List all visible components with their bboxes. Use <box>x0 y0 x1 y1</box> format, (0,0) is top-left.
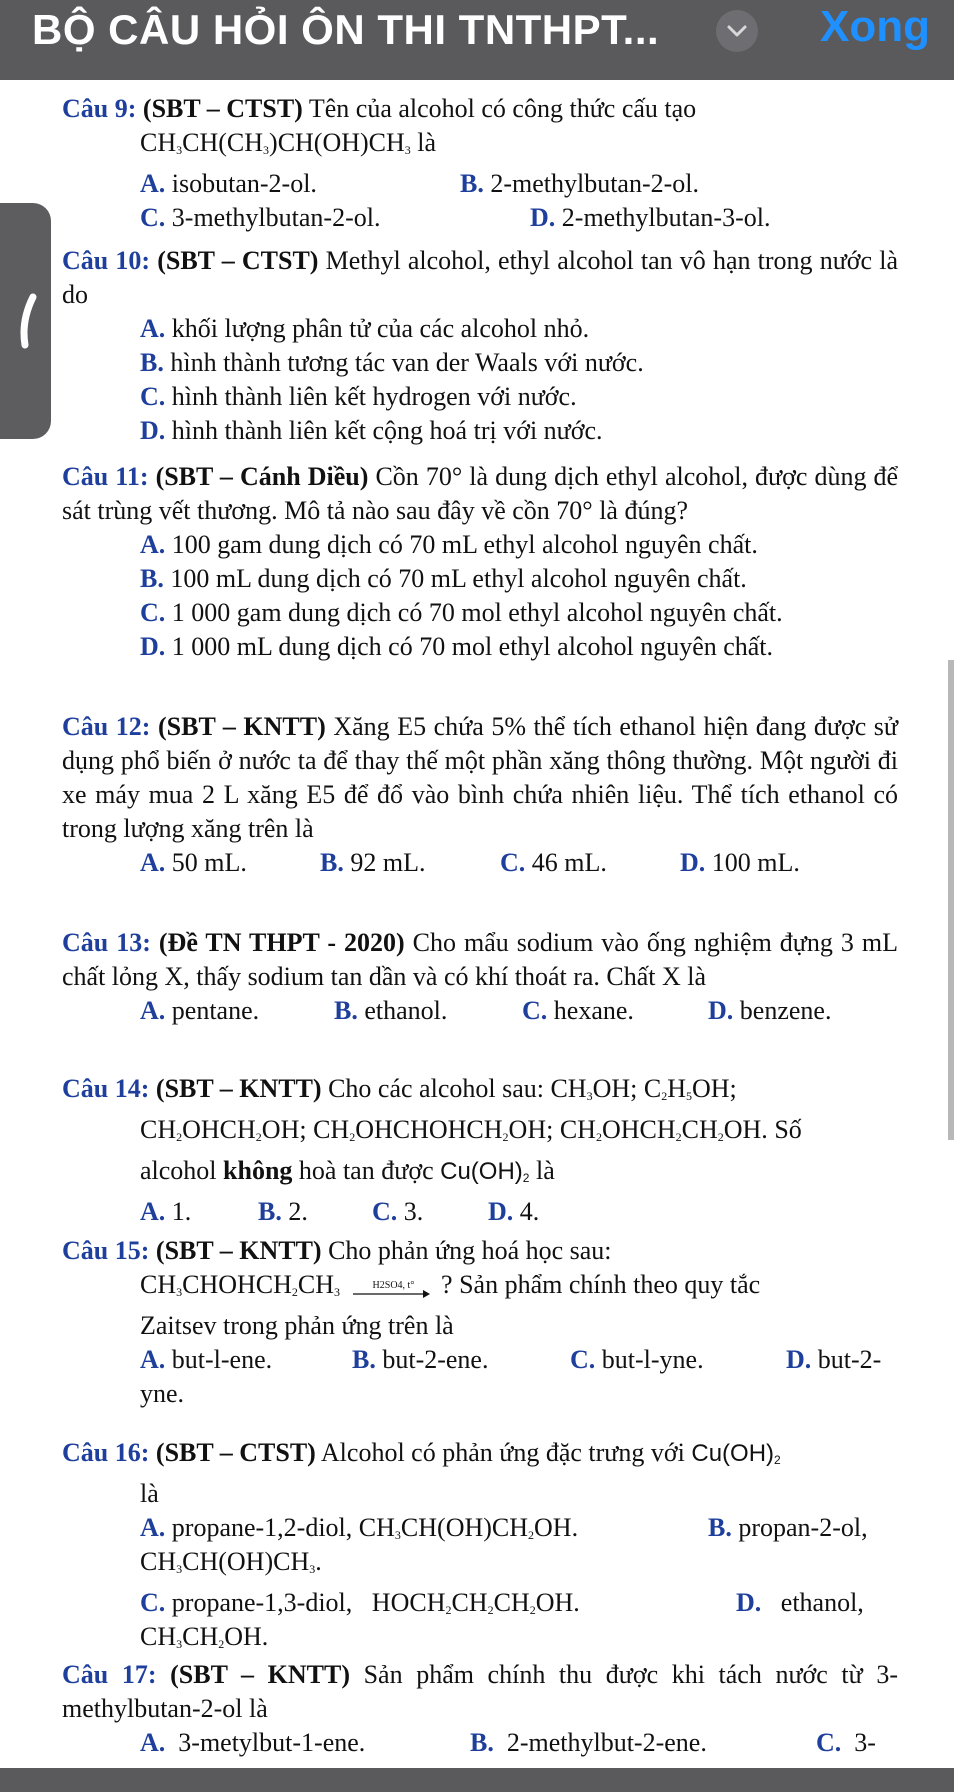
question-text: Tên của alcohol có công thức cấu tạo <box>308 94 697 123</box>
question-suffix: là <box>140 1479 159 1508</box>
option-d-continued: yne. <box>140 1379 185 1408</box>
option-d[interactable]: D. 1 000 mL dung dịch có 70 mol ethyl alcohol nguyên chất. <box>140 632 774 661</box>
option-b[interactable]: B. hình thành tương tác van der Waals với nước. <box>140 348 644 377</box>
question-16: Câu 16: (SBT – CTST) Alcohol có phản ứng đặc trưng với $Cu(OH)_2$ là A. propane-1,2-diol, $CH_3CH(OH)CH_2OH$. B. propan-2-ol, $CH_3CH(OH)CH_3$. C. propane-1,3-diol, $HOCH_2CH_2CH_2OH$. D. ethanol, $CH_3CH_2OH$. <box>62 1436 898 1661</box>
option-a[interactable]: A. khối lượng phân tử của các alcohol nhỏ. <box>140 314 590 343</box>
option-b[interactable]: B. ethanol. <box>334 996 448 1025</box>
done-button[interactable]: Xong <box>820 2 930 51</box>
question-source: (SBT – KNTT) <box>170 1660 350 1689</box>
scroll-indicator[interactable] <box>948 660 954 1140</box>
question-source: (SBT – Cánh Diều) <box>155 462 369 491</box>
option-c[interactable]: C. 46 mL. <box>500 848 607 877</box>
question-number: Câu 16: <box>62 1438 150 1467</box>
back-handle[interactable] <box>0 203 51 439</box>
formula-line <box>140 126 898 167</box>
document-page[interactable] <box>0 80 954 1768</box>
question-13 <box>62 926 898 1028</box>
option-a[interactable]: A. pentane. <box>140 996 260 1025</box>
formula: $CH_3CH(CH_3)CH(OH)CH_3$ <box>140 128 411 157</box>
question-14 <box>62 1072 898 1229</box>
question-source: (SBT – KNTT) <box>155 1236 322 1265</box>
question-15 <box>62 1234 898 1411</box>
option-a[interactable]: A. isobutan-2-ol. <box>140 169 317 198</box>
question-text: Cho phản ứng hoá học sau: <box>328 1236 612 1265</box>
chevron-left-icon <box>15 293 37 349</box>
reaction-arrow: H2SO4, t° <box>351 1277 431 1297</box>
option-b[interactable]: B. propan-2-ol, <box>708 1513 868 1542</box>
option-b[interactable]: B. 92 mL. <box>320 848 426 877</box>
option-c[interactable]: C. hexane. <box>522 996 634 1025</box>
question-text: Sản phẩm chính thu được khi tách nước từ 3-methylbutan-2-ol là <box>62 1660 899 1723</box>
option-b-formula: $CH_3CH(OH)CH_3$. <box>140 1547 322 1576</box>
question-text-2: Zaitsev trong phản ứng trên là <box>140 1311 454 1340</box>
document-title: BỘ CÂU HỎI ÔN THI TNTHPT... <box>32 6 660 53</box>
alcohol-list-2: $CH_2OHCH_2OH$; $CH_2OHCHOHCH_2OH$; $CH_2OHCH_2CH_2OH$. Số <box>140 1115 802 1144</box>
question-number: Câu 12: <box>62 712 151 741</box>
option-a[interactable]: A. 50 mL. <box>140 848 247 877</box>
top-bar <box>0 0 954 80</box>
question-text: Alcohol có phản ứng đặc trưng với <box>320 1438 685 1467</box>
question-text: Cho các alcohol sau: <box>328 1074 544 1103</box>
question-number: Câu 13: <box>62 928 151 957</box>
question-12 <box>62 710 898 880</box>
question-text: Xăng E5 chứa 5% thể tích ethanol hiện đang được sử dụng phổ biến ở nước ta để thay thế một phần xăng thông thường. Một người đi xe máy mua 2 L xăng E5 để đổ vào bình chứa nhiên liệu. Thể tích ethanol có trong lượng xăng trên là <box>62 712 898 843</box>
option-a[interactable]: A. propane-1,2-diol, $CH_3CH(OH)CH_2OH$. B. propan-2-ol, <box>140 1511 898 1545</box>
option-c[interactable]: C. but-l-yne. <box>570 1345 704 1374</box>
question-source: (Đề TN THPT - 2020) <box>158 928 405 957</box>
alcohol-list-1: $CH_3OH$; $C_2H_5OH$; <box>550 1074 737 1103</box>
option-c[interactable]: C. hình thành liên kết hydrogen với nước. <box>140 382 577 411</box>
option-d[interactable]: D. 4. <box>488 1197 540 1226</box>
question-number: Câu 11: <box>62 462 149 491</box>
option-a[interactable]: A. 1. <box>140 1197 192 1226</box>
option-d[interactable]: D. hình thành liên kết cộng hoá trị với nước. <box>140 416 603 445</box>
option-d[interactable]: D. but-2- <box>786 1345 882 1374</box>
question-10 <box>62 244 898 448</box>
question-number: Câu 14: <box>62 1074 150 1103</box>
option-b[interactable]: B. 2-methylbut-2-ene. <box>470 1728 707 1757</box>
question-source: (SBT – CTST) <box>157 246 319 275</box>
option-d-formula: $CH_3CH_2OH$. <box>140 1622 269 1651</box>
option-d[interactable]: D. ethanol, <box>736 1588 864 1617</box>
option-b[interactable]: B. but-2-ene. <box>352 1345 489 1374</box>
chevron-down-icon <box>726 24 748 38</box>
question-text: Cho mẩu sodium vào ống nghiệm đựng 3 mL chất lỏng X, thấy sodium tan dần và có khí thoát ra. Chất X là <box>62 928 898 991</box>
option-d[interactable]: D. 2-methylbutan-3-ol. <box>530 203 771 232</box>
question-number: Câu 10: <box>62 246 151 275</box>
question-17 <box>62 1658 898 1760</box>
option-d[interactable]: D. 100 mL. <box>680 848 800 877</box>
option-c[interactable]: C. 1 000 gam dung dịch có 70 mol ethyl alcohol nguyên chất. <box>140 598 783 627</box>
question-9 <box>62 92 898 235</box>
question-source: (SBT – KNTT) <box>155 1074 322 1103</box>
option-c[interactable]: C. 3. <box>372 1197 424 1226</box>
option-a[interactable]: A. but-l-ene. <box>140 1345 273 1374</box>
option-b[interactable]: B. 2-methylbutan-2-ol. <box>460 169 700 198</box>
option-c[interactable]: C. propane-1,3-diol, $HOCH_2CH_2CH_2OH$. D. ethanol, <box>140 1586 898 1620</box>
question-number: Câu 9: <box>62 94 137 123</box>
option-a[interactable]: A. 3-metylbut-1-ene. <box>140 1728 366 1757</box>
option-b[interactable]: B. 2. <box>258 1197 308 1226</box>
question-source: (SBT – CTST) <box>142 94 303 123</box>
question-number: Câu 17: <box>62 1660 157 1689</box>
chevron-down-button[interactable] <box>716 10 758 52</box>
question-11 <box>62 460 898 664</box>
option-c[interactable]: C. 3- <box>816 1728 876 1757</box>
option-a[interactable]: A. 100 gam dung dịch có 70 mL ethyl alcohol nguyên chất. <box>140 530 758 559</box>
question-text: Cồn 70° là dung dịch ethyl alcohol, được dùng để sát trùng vết thương. Mô tả nào sau đây về cồn 70° là đúng? <box>62 462 899 525</box>
question-source: (SBT – CTST) <box>155 1438 316 1467</box>
reaction-line: $CH_3CHOHCH_2CH_3$ H2SO4, t° ? Sản phẩm chính theo quy tắc <box>140 1270 761 1299</box>
option-c[interactable]: C. 3-methylbutan-2-ol. <box>140 203 381 232</box>
formula-suffix: là <box>417 128 437 157</box>
question-text: Methyl alcohol, ethyl alcohol tan vô hạn trong nước là do <box>62 246 898 309</box>
question-tail: alcohol không hoà tan được $Cu(OH)_2$ là <box>140 1156 555 1185</box>
option-b[interactable]: B. 100 mL dung dịch có 70 mL ethyl alcohol nguyên chất. <box>140 564 747 593</box>
question-source: (SBT – KNTT) <box>158 712 326 741</box>
question-number: Câu 15: <box>62 1236 150 1265</box>
bottom-bar <box>0 1768 954 1792</box>
option-d[interactable]: D. benzene. <box>708 996 832 1025</box>
